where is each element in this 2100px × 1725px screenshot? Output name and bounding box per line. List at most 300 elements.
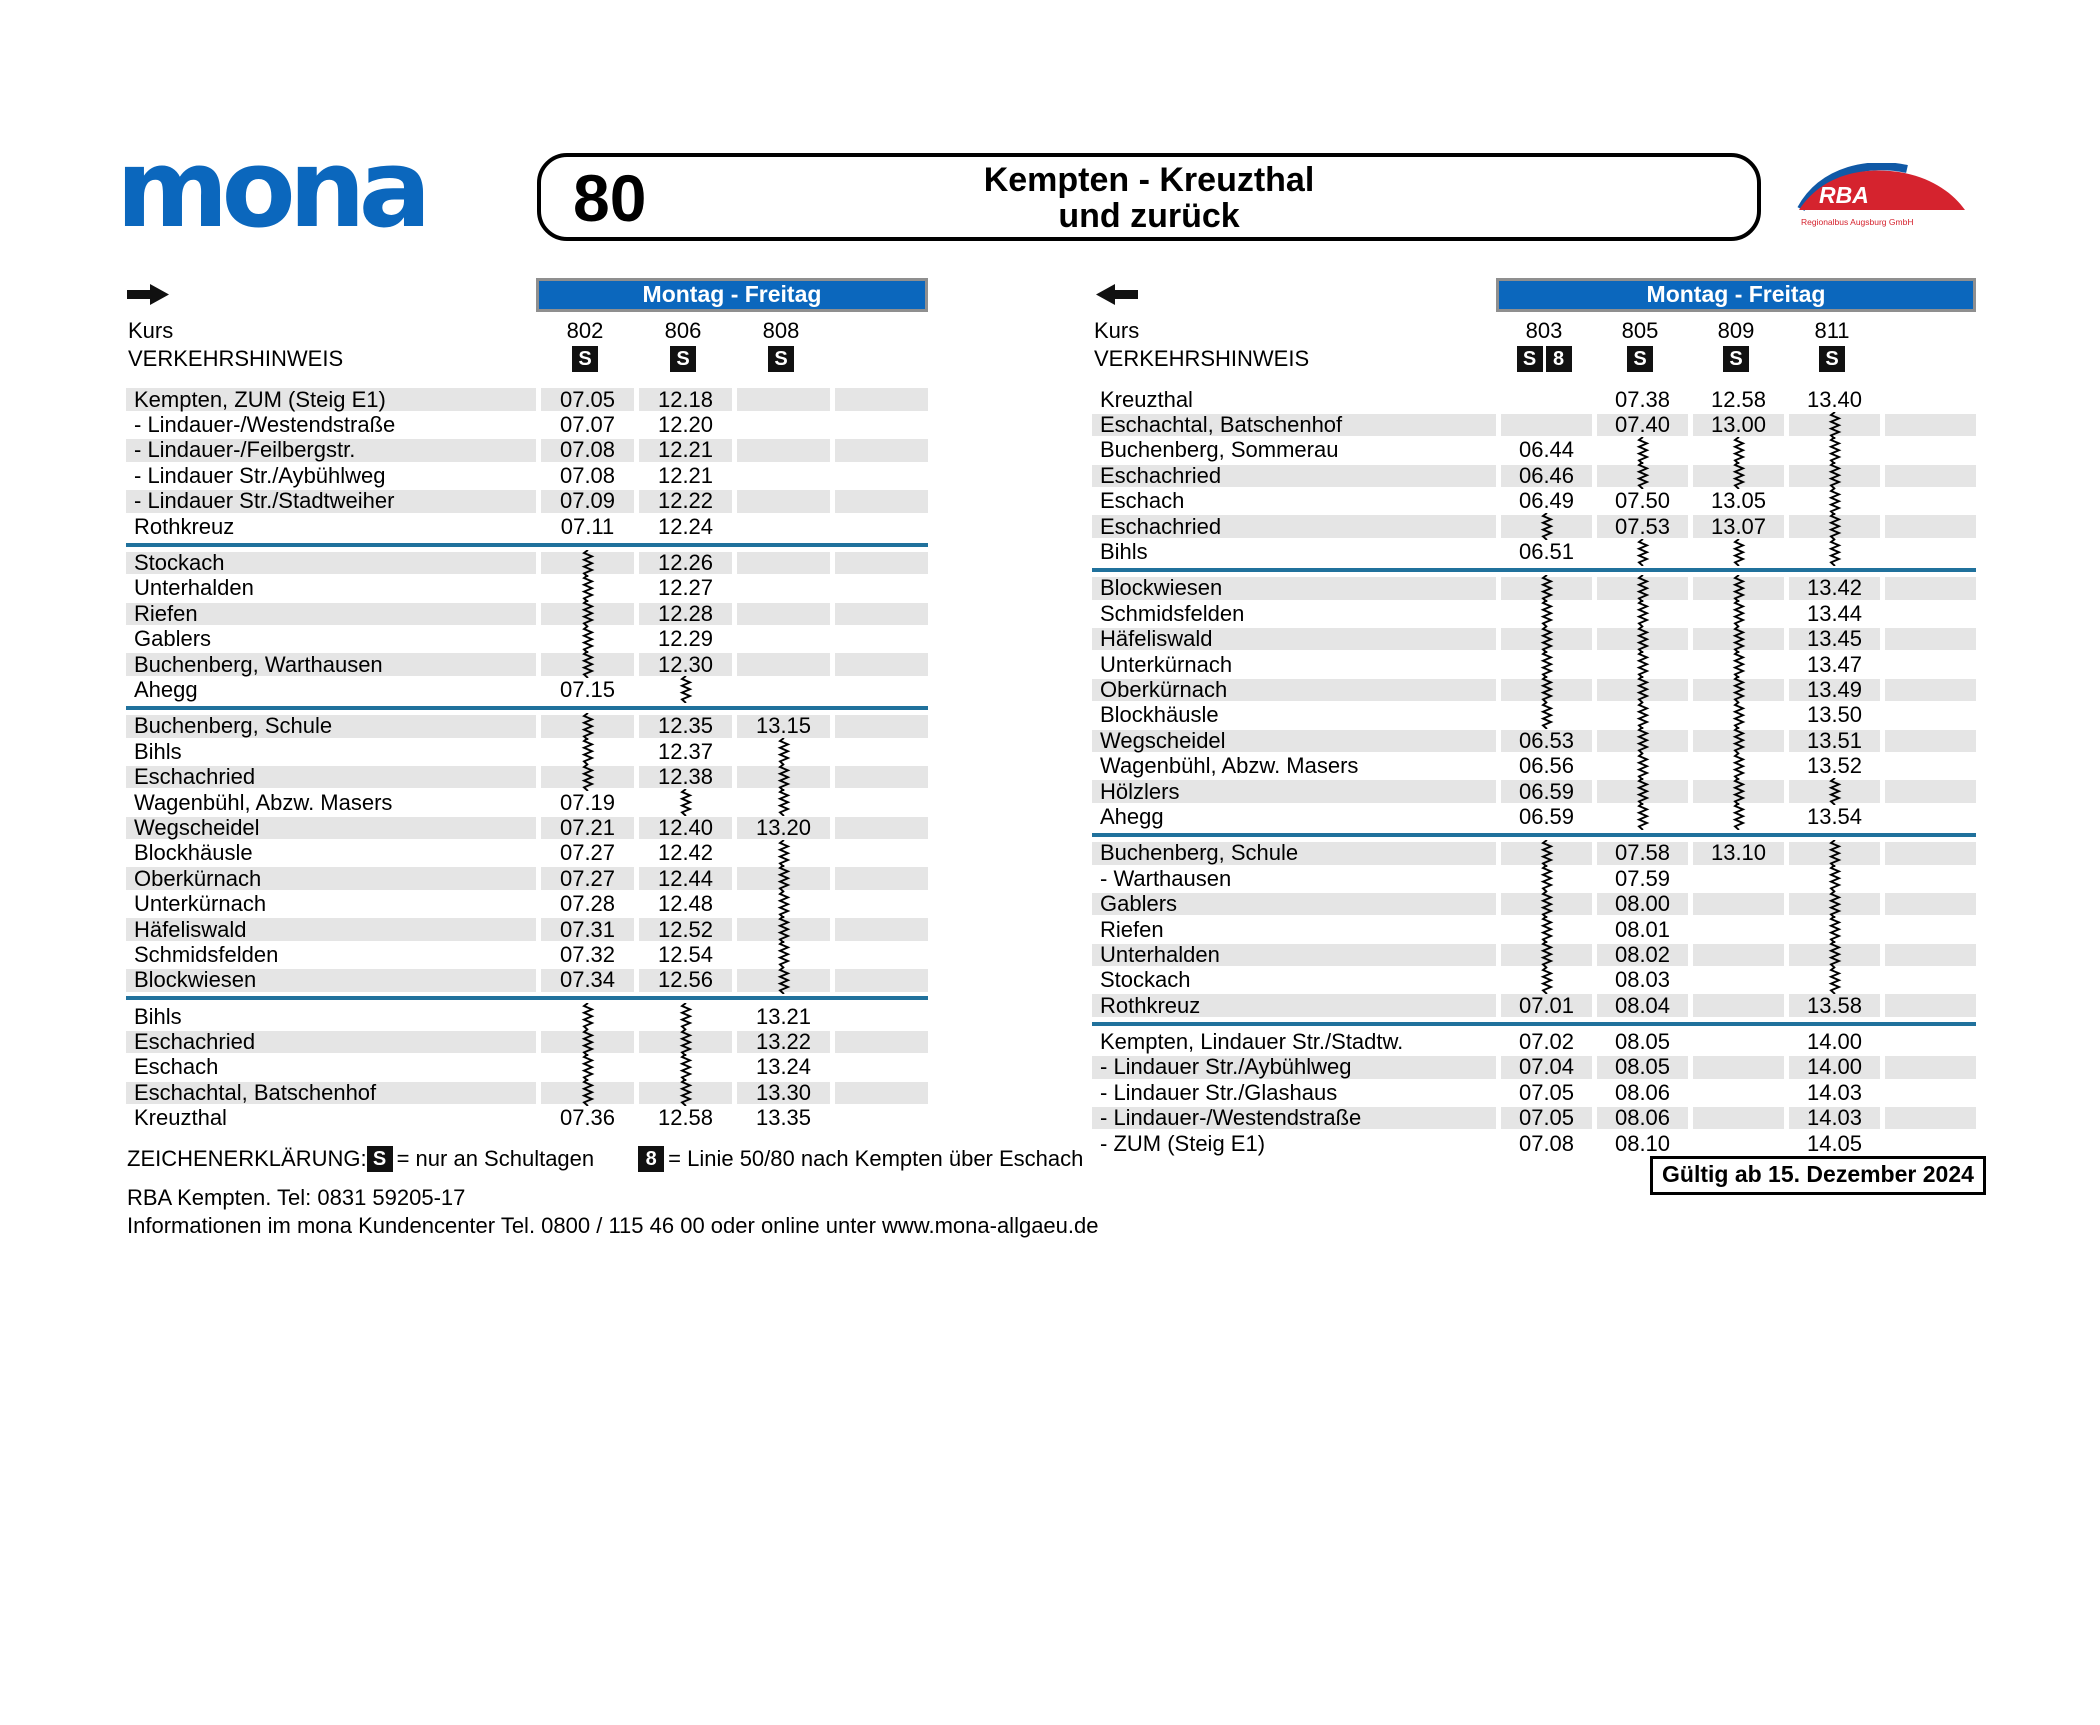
- zigzag-line-icon: [1635, 727, 1651, 754]
- route-title-line2: und zurück: [1058, 197, 1240, 235]
- time-cell: [835, 944, 928, 967]
- time-cell: 07.02: [1518, 1029, 1575, 1055]
- zigzag-line-icon: [1827, 513, 1843, 540]
- zigzag-line-icon: [1539, 941, 1555, 968]
- table-row: [126, 489, 928, 514]
- time-cell: [1789, 414, 1880, 437]
- line-8-badge: 8: [638, 1146, 664, 1172]
- table-row: [126, 968, 928, 993]
- contact-line2: Informationen im mona Kundencenter Tel. 0800 / 115 46 00 oder online unter www.mona-allgaeu.de: [127, 1213, 1099, 1238]
- time-cell: [737, 388, 830, 411]
- time-cell: 07.07: [559, 412, 616, 438]
- zigzag-line-icon: [776, 865, 792, 892]
- table-row: [1092, 514, 1976, 539]
- service-badges: [1496, 346, 1592, 372]
- time-cell: [541, 1056, 634, 1079]
- time-cell: [737, 490, 830, 513]
- legend: [127, 1146, 1083, 1172]
- hint-label: VERKEHRSHINWEIS: [128, 346, 344, 371]
- time-cell: [1501, 577, 1592, 600]
- time-cell: [1597, 755, 1688, 778]
- time-cell: 08.06: [1614, 1079, 1671, 1105]
- time-cell: [835, 603, 928, 626]
- time-cell: 07.50: [1614, 488, 1671, 514]
- time-cell: 07.21: [541, 817, 634, 840]
- time-cell: [1693, 969, 1784, 992]
- stop-name: Eschachried: [126, 766, 536, 789]
- time-cell: [1885, 755, 1976, 778]
- time-cell: [1885, 969, 1976, 992]
- zigzag-line-icon: [1635, 803, 1651, 830]
- time-cell: [1789, 893, 1880, 916]
- zigzag-line-icon: [1635, 702, 1651, 729]
- time-cell: [541, 603, 634, 626]
- zigzag-line-icon: [1539, 967, 1555, 994]
- kurs-number: 806: [664, 318, 702, 343]
- stop-name: Wegscheidel: [1092, 730, 1496, 753]
- time-cell: [1693, 1107, 1784, 1130]
- zigzag-line-icon: [1539, 865, 1555, 892]
- time-cell: [1597, 806, 1688, 829]
- zigzag-line-icon: [1827, 840, 1843, 867]
- time-cell: 12.21: [657, 462, 714, 488]
- time-cell: [1501, 918, 1592, 941]
- stop-name: - Warthausen: [1100, 865, 1232, 891]
- stop-name: - Lindauer-/Westendstraße: [1092, 1107, 1496, 1130]
- time-cell: 08.05: [1614, 1029, 1671, 1055]
- time-cell: 07.05: [541, 388, 634, 411]
- rba-logo-text: RBA: [1819, 182, 1869, 208]
- time-cell: [835, 490, 928, 513]
- stop-rows: [126, 387, 928, 1131]
- zigzag-line-icon: [1827, 967, 1843, 994]
- time-cell: [1789, 867, 1880, 890]
- stop-name: Schmidsfelden: [134, 941, 279, 967]
- stop-name: Stockach: [1100, 967, 1191, 993]
- time-cell: [1693, 780, 1784, 803]
- time-cell: [737, 603, 830, 626]
- time-cell: [1693, 893, 1784, 916]
- time-cell: [1501, 704, 1592, 727]
- time-cell: 13.49: [1789, 679, 1880, 702]
- kurs-number: 808: [762, 318, 800, 343]
- zigzag-line-icon: [580, 651, 596, 678]
- time-cell: 07.53: [1597, 515, 1688, 538]
- stop-name: Kreuzthal: [134, 1105, 227, 1131]
- stop-name: Bihls: [1100, 539, 1148, 565]
- time-cell: [737, 653, 830, 676]
- table-row: [126, 550, 928, 575]
- time-cell: [1885, 867, 1976, 890]
- section-separator: [1092, 833, 1976, 837]
- zigzag-line-icon: [1635, 437, 1651, 464]
- time-cell: [1885, 780, 1976, 803]
- zigzag-line-icon: [1539, 916, 1555, 943]
- zigzag-line-icon: [1827, 891, 1843, 918]
- time-cell: 07.11: [560, 513, 615, 539]
- time-cell: [1693, 944, 1784, 967]
- time-cell: [1597, 780, 1688, 803]
- service-badges: [1784, 346, 1880, 372]
- time-cell: [1693, 541, 1784, 564]
- time-cell: [737, 918, 830, 941]
- time-cell: 12.35: [639, 715, 732, 738]
- time-cell: 12.38: [639, 766, 732, 789]
- service-badge-S: S: [1627, 346, 1653, 372]
- time-cell: 12.37: [657, 738, 714, 764]
- time-cell: [835, 1107, 928, 1130]
- time-cell: [1789, 780, 1880, 803]
- zigzag-line-icon: [580, 1079, 596, 1106]
- zigzag-line-icon: [1539, 651, 1555, 678]
- time-cell: 13.10: [1693, 842, 1784, 865]
- stop-name: Eschachried: [126, 1031, 536, 1054]
- stop-name: Häfeliswald: [1092, 628, 1496, 651]
- time-cell: [737, 893, 830, 916]
- service-badge-S: S: [572, 346, 598, 372]
- time-cell: 12.56: [639, 969, 732, 992]
- legend-item-text: = nur an Schultagen: [396, 1146, 595, 1171]
- time-cell: [1693, 628, 1784, 651]
- zigzag-line-icon: [1827, 916, 1843, 943]
- timetable-outbound: [126, 278, 928, 1131]
- table-row: [126, 739, 928, 764]
- time-cell: [835, 741, 928, 764]
- table-row: [1092, 438, 1976, 463]
- time-cell: 13.20: [737, 817, 830, 840]
- time-cell: 12.21: [639, 439, 732, 462]
- stop-name: Unterhalden: [1092, 944, 1496, 967]
- zigzag-line-icon: [1635, 753, 1651, 780]
- time-cell: [737, 944, 830, 967]
- time-cell: 07.31: [541, 918, 634, 941]
- stop-name: Eschach: [1100, 488, 1185, 514]
- zigzag-line-icon: [678, 1054, 694, 1081]
- time-cell: [1693, 730, 1784, 753]
- stop-name: Eschachried: [1092, 465, 1496, 488]
- time-cell: [541, 741, 634, 764]
- time-cell: 12.48: [657, 891, 714, 917]
- time-cell: 06.44: [1518, 437, 1575, 463]
- time-cell: [1885, 704, 1976, 727]
- time-cell: 07.36: [559, 1105, 616, 1131]
- kurs-number: 811: [1814, 318, 1850, 343]
- time-cell: [1693, 806, 1784, 829]
- table-row: [126, 463, 928, 488]
- time-cell: 06.59: [1518, 803, 1575, 829]
- stop-name: Blockhäusle: [1100, 702, 1219, 728]
- time-cell: [737, 969, 830, 992]
- stop-name: Oberkürnach: [1092, 679, 1496, 702]
- kurs-number: 803: [1525, 318, 1563, 343]
- time-cell: [1501, 653, 1592, 676]
- time-cell: 13.00: [1693, 414, 1784, 437]
- time-cell: [1885, 515, 1976, 538]
- line-number: 80: [573, 161, 647, 235]
- table-row: [126, 601, 928, 626]
- time-cell: [1693, 867, 1784, 890]
- time-cell: 07.08: [541, 439, 634, 462]
- time-cell: 12.54: [657, 941, 714, 967]
- time-cell: [1789, 918, 1880, 941]
- table-row: [126, 1004, 928, 1029]
- contact-info: [127, 1184, 1098, 1240]
- zigzag-line-icon: [1539, 676, 1555, 703]
- time-cell: [1693, 603, 1784, 626]
- time-cell: 13.52: [1806, 753, 1863, 779]
- zigzag-line-icon: [1635, 575, 1651, 602]
- time-cell: [541, 577, 634, 600]
- zigzag-line-icon: [1731, 727, 1747, 754]
- stop-name: Buchenberg, Schule: [126, 715, 536, 738]
- zigzag-line-icon: [776, 891, 792, 918]
- zigzag-line-icon: [1539, 702, 1555, 729]
- time-cell: 13.30: [737, 1082, 830, 1105]
- time-cell: [1885, 944, 1976, 967]
- table-row: [1092, 627, 1976, 652]
- time-cell: 12.29: [657, 626, 714, 652]
- section-separator: [126, 706, 928, 710]
- zigzag-line-icon: [580, 764, 596, 791]
- table-row: [126, 841, 928, 866]
- zigzag-line-icon: [678, 789, 694, 816]
- stop-name: Rothkreuz: [134, 513, 235, 539]
- table-row: [1092, 804, 1976, 829]
- zigzag-line-icon: [776, 789, 792, 816]
- stop-rows: [1092, 387, 1976, 1156]
- zigzag-line-icon: [1731, 437, 1747, 464]
- time-cell: [737, 741, 830, 764]
- time-cell: [835, 969, 928, 992]
- table-row: [1092, 703, 1976, 728]
- zigzag-line-icon: [1635, 626, 1651, 653]
- time-cell: [1693, 1082, 1784, 1105]
- time-cell: [1501, 893, 1592, 916]
- stop-name: Bihls: [134, 738, 182, 764]
- time-cell: 13.47: [1806, 651, 1863, 677]
- zigzag-line-icon: [1539, 575, 1555, 602]
- time-cell: [1597, 465, 1688, 488]
- table-row: [126, 891, 928, 916]
- time-cell: 12.24: [657, 513, 714, 539]
- table-row: [1092, 866, 1976, 891]
- stop-name: Buchenberg, Sommerau: [1100, 437, 1339, 463]
- time-cell: [1597, 730, 1688, 753]
- stop-name: Eschachried: [1092, 515, 1496, 538]
- table-row: [1092, 539, 1976, 564]
- time-cell: [1501, 414, 1592, 437]
- table-row: [1092, 779, 1976, 804]
- time-cell: 07.32: [559, 941, 616, 967]
- stop-name: Gablers: [134, 626, 212, 652]
- time-cell: [1501, 867, 1592, 890]
- stop-name: - Lindauer-/Feilbergstr.: [126, 439, 536, 462]
- mona-logo: mona: [116, 127, 425, 252]
- table-row: [1092, 968, 1976, 993]
- table-row: [126, 1106, 928, 1131]
- time-cell: [737, 552, 830, 575]
- table-row: [1092, 1106, 1976, 1131]
- time-cell: [835, 1082, 928, 1105]
- table-row: [1092, 917, 1976, 942]
- stop-name: Unterhalden: [134, 575, 254, 601]
- time-cell: 13.22: [737, 1031, 830, 1054]
- zigzag-line-icon: [1635, 600, 1651, 627]
- zigzag-line-icon: [776, 840, 792, 867]
- table-row: [126, 764, 928, 789]
- time-cell: [1693, 1031, 1784, 1054]
- time-cell: 12.58: [1710, 386, 1767, 412]
- time-cell: [1501, 944, 1592, 967]
- time-cell: [541, 628, 634, 651]
- zigzag-line-icon: [1731, 539, 1747, 566]
- route-title: [541, 162, 1757, 234]
- time-cell: [1693, 755, 1784, 778]
- day-header: Montag - Freitag: [1496, 278, 1976, 312]
- time-cell: [835, 817, 928, 840]
- time-cell: 08.10: [1614, 1130, 1671, 1156]
- time-cell: [1885, 1056, 1976, 1079]
- rba-operator-logo: [1793, 163, 1971, 235]
- stop-name: Gablers: [1092, 893, 1496, 916]
- time-cell: [1597, 653, 1688, 676]
- service-badge-S: S: [1723, 346, 1749, 372]
- table-row: [126, 652, 928, 677]
- stop-name: Wegscheidel: [126, 817, 536, 840]
- time-cell: 07.04: [1501, 1056, 1592, 1079]
- stop-name: Blockwiesen: [126, 969, 536, 992]
- legend-title: ZEICHENERKLÄRUNG:: [127, 1146, 367, 1171]
- zigzag-line-icon: [776, 764, 792, 791]
- zigzag-line-icon: [678, 1029, 694, 1056]
- time-cell: 07.01: [1501, 994, 1592, 1017]
- table-row: [126, 1029, 928, 1054]
- time-cell: [835, 577, 928, 600]
- time-cell: 13.54: [1806, 803, 1863, 829]
- time-cell: [1885, 628, 1976, 651]
- stop-name: Stockach: [126, 552, 536, 575]
- time-cell: 12.40: [639, 817, 732, 840]
- table-row: [1092, 677, 1976, 702]
- time-cell: [1693, 577, 1784, 600]
- service-badges: [1688, 346, 1784, 372]
- time-cell: [1789, 465, 1880, 488]
- zigzag-line-icon: [1731, 803, 1747, 830]
- time-cell: 13.05: [1710, 488, 1767, 514]
- time-cell: 13.21: [755, 1003, 812, 1029]
- time-cell: 13.44: [1806, 600, 1863, 626]
- time-cell: 07.40: [1597, 414, 1688, 437]
- zigzag-line-icon: [1635, 462, 1651, 489]
- time-cell: 08.00: [1597, 893, 1688, 916]
- time-cell: [737, 515, 830, 538]
- time-cell: [737, 465, 830, 488]
- zigzag-line-icon: [1731, 600, 1747, 627]
- time-cell: [1693, 653, 1784, 676]
- rba-logo-caption: Regionalbus Augsburg GmbH: [1801, 217, 1914, 227]
- time-cell: [639, 679, 732, 702]
- time-cell: 06.56: [1518, 753, 1575, 779]
- kurs-row: [126, 318, 928, 343]
- kurs-label: Kurs: [1094, 318, 1140, 343]
- time-cell: [1597, 541, 1688, 564]
- time-cell: [1885, 893, 1976, 916]
- time-cell: [1885, 994, 1976, 1017]
- time-cell: [1885, 577, 1976, 600]
- time-cell: [737, 867, 830, 890]
- stop-name: Ahegg: [134, 676, 198, 702]
- stop-name: - Lindauer Str./Aybühlweg: [1092, 1056, 1496, 1079]
- time-cell: [541, 552, 634, 575]
- time-cell: [1597, 704, 1688, 727]
- time-cell: 13.07: [1693, 515, 1784, 538]
- time-cell: [541, 1082, 634, 1105]
- time-cell: [835, 766, 928, 789]
- time-cell: [1693, 918, 1784, 941]
- section-separator: [126, 996, 928, 1000]
- day-header: Montag - Freitag: [536, 278, 928, 312]
- service-badge-S: S: [768, 346, 794, 372]
- time-cell: [835, 867, 928, 890]
- time-cell: [1501, 603, 1592, 626]
- kurs-number: 802: [566, 318, 604, 343]
- stop-name: - Lindauer-/Westendstraße: [134, 412, 396, 438]
- time-cell: 07.05: [1518, 1079, 1575, 1105]
- time-cell: [1597, 628, 1688, 651]
- table-row: [126, 866, 928, 891]
- stop-name: Wagenbühl, Abzw. Masers: [134, 789, 393, 815]
- table-row: [126, 714, 928, 739]
- table-row: [1092, 1131, 1976, 1156]
- service-badges: [1592, 346, 1688, 372]
- table-row: [1092, 1055, 1976, 1080]
- time-cell: 07.38: [1614, 386, 1671, 412]
- time-cell: 13.35: [755, 1105, 812, 1131]
- zigzag-line-icon: [1827, 488, 1843, 515]
- time-cell: [737, 842, 830, 865]
- time-cell: [1501, 969, 1592, 992]
- time-cell: [1885, 603, 1976, 626]
- time-cell: 07.05: [1501, 1107, 1592, 1130]
- table-row: [126, 815, 928, 840]
- service-badge-S: S: [1819, 346, 1845, 372]
- zigzag-line-icon: [1635, 676, 1651, 703]
- zigzag-line-icon: [776, 967, 792, 994]
- zigzag-line-icon: [1827, 437, 1843, 464]
- zigzag-line-icon: [1539, 600, 1555, 627]
- time-cell: [1789, 515, 1880, 538]
- stop-name: Eschachtal, Batschenhof: [1092, 414, 1496, 437]
- time-cell: 07.34: [541, 969, 634, 992]
- zigzag-line-icon: [580, 738, 596, 765]
- zigzag-line-icon: [1731, 676, 1747, 703]
- time-cell: 13.51: [1789, 730, 1880, 753]
- table-row: [1092, 728, 1976, 753]
- table-row: [1092, 753, 1976, 778]
- table-row: [126, 677, 928, 702]
- zigzag-line-icon: [580, 1054, 596, 1081]
- zigzag-line-icon: [1731, 626, 1747, 653]
- table-row: [126, 438, 928, 463]
- zigzag-line-icon: [1635, 651, 1651, 678]
- zigzag-line-icon: [1731, 462, 1747, 489]
- time-cell: 12.42: [657, 840, 714, 866]
- zigzag-line-icon: [1635, 539, 1651, 566]
- zigzag-line-icon: [678, 676, 694, 703]
- stop-name: Blockhäusle: [134, 840, 253, 866]
- zigzag-line-icon: [1731, 702, 1747, 729]
- zigzag-line-icon: [1731, 753, 1747, 780]
